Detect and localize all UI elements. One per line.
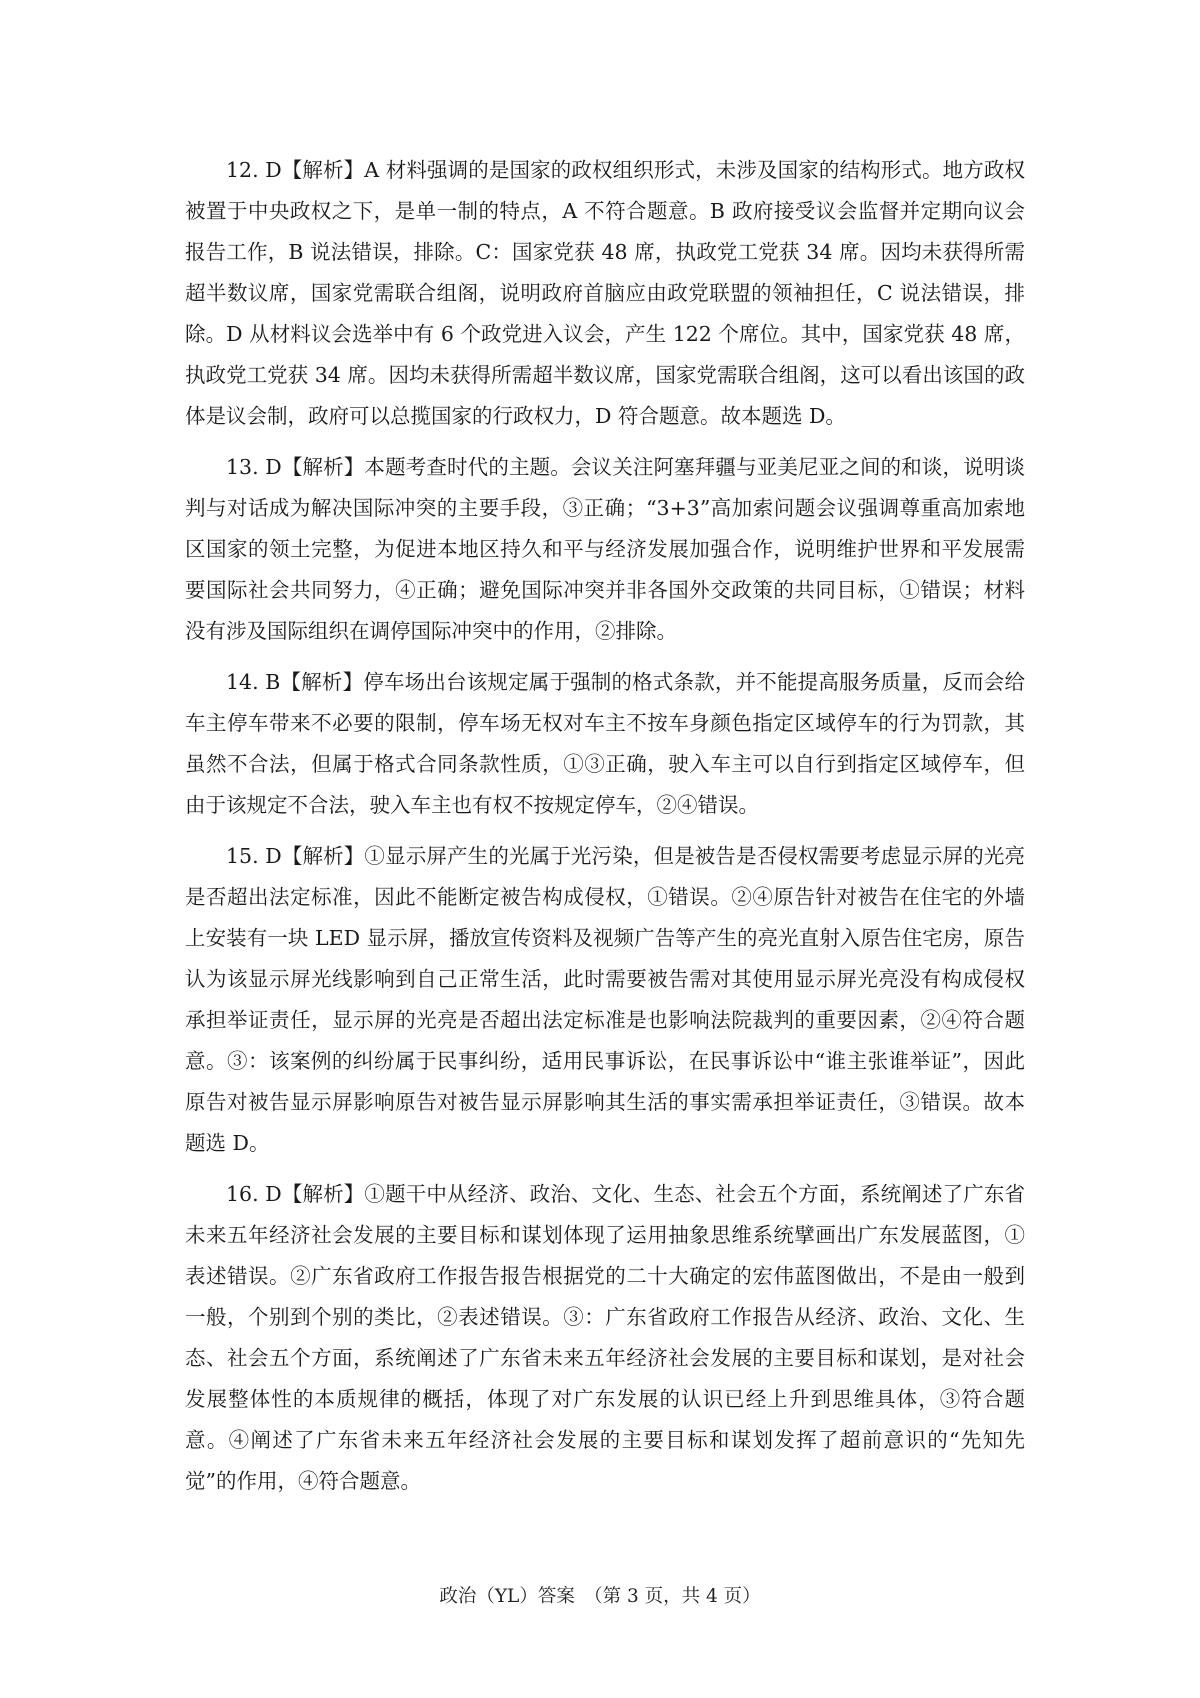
answer-content — [185, 150, 1025, 1512]
answer-14-paragraph: 14. B【解析】停车场出台该规定属于强制的格式条款，并不能提高服务质量，反而会给车主停车带来不必要的限制，停车场无权对车主不按车身颜色指定区域停车的行为罚款，其虽然不合法，但属于格式合同条款性质，①③正确，驶入车主可以自行到指定区域停车，但由于该规定不合法，驶入车主也有权不按规定停车，②④错误。 — [185, 670, 1025, 817]
answer-13-paragraph: 13. D【解析】本题考查时代的主题。会议关注阿塞拜疆与亚美尼亚之间的和谈，说明谈判与对话成为解决国际冲突的主要手段，③正确；“3+3”高加索问题会议强调尊重高加索地区国家的领土完整，为促进本地区持久和平与经济发展加强合作，说明维护世界和平发展需要国际社会共同努力，④正确；避免国际冲突并非各国外交政策的共同目标，①错误；材料没有涉及国际组织在调停国际冲突中的作用，②排除。 — [185, 455, 1025, 643]
answer-16-paragraph: 16. D【解析】①题干中从经济、政治、文化、生态、社会五个方面，系统阐述了广东省未来五年经济社会发展的主要目标和谋划体现了运用抽象思维系统擘画出广东发展蓝图，①表述错误。②广东省政府工作报告报告根据党的二十大确定的宏伟蓝图做出，不是由一般到一般，个别到个别的类比，②表述错误。③：广东省政府工作报告从经济、政治、文化、生态、社会五个方面，系统阐述了广东省未来五年经济社会发展的主要目标和谋划，是对社会发展整体性的本质规律的概括，体现了对广东发展的认识已经上升到思维具体，③符合题意。④阐述了广东省未来五年经济社会发展的主要目标和谋划发挥了超前意识的“先知先觉”的作用，④符合题意。 — [185, 1182, 1025, 1493]
page-footer: 政治（YL）答案 （第 3 页，共 4 页） — [439, 1586, 761, 1607]
answer-15-paragraph: 15. D【解析】①显示屏产生的光属于光污染，但是被告是否侵权需要考虑显示屏的光亮是否超出法定标准，因此不能断定被告构成侵权，①错误。②④原告针对被告在住宅的外墙上安装有一块 LED 显示屏，播放宣传资料及视频广告等产生的亮光直射入原告住宅房，原告认为该显示屏光线影响到自己正常生活，此时需要被告需对其使用显示屏光亮没有构成侵权承担举证责任，显示屏的光亮是否超出法定标准是也影响法院裁判的重要因素，②④符合题意。③：该案例的纠纷属于民事纠纷，适用民事诉讼，在民事诉讼中“谁主张谁举证”，因此原告对被告显示屏影响原告对被告显示屏影响其生活的事实需承担举证责任，③错误。故本题选 D。 — [185, 844, 1025, 1155]
answer-12-paragraph: 12. D【解析】A 材料强调的是国家的政权组织形式，未涉及国家的结构形式。地方政权被置于中央政权之下，是单一制的特点，A 不符合题意。B 政府接受议会监督并定期向议会报告工作，B 说法错误，排除。C：国家党获 48 席，执政党工党获 34 席。因均未获得所需超半数议席，国家党需联合组阁，说明政府首脑应由政党联盟的领袖担任，C 说法错误，排除。D 从材料议会选举中有 6 个政党进入议会，产生 122 个席位。其中，国家党获 48 席，执政党工党获 34 席。因均未获得所需超半数议席，国家党需联合组阁，这可以看出该国的政体是议会制，政府可以总揽国家的行政权力，D 符合题意。故本题选 D。 — [185, 158, 1025, 428]
